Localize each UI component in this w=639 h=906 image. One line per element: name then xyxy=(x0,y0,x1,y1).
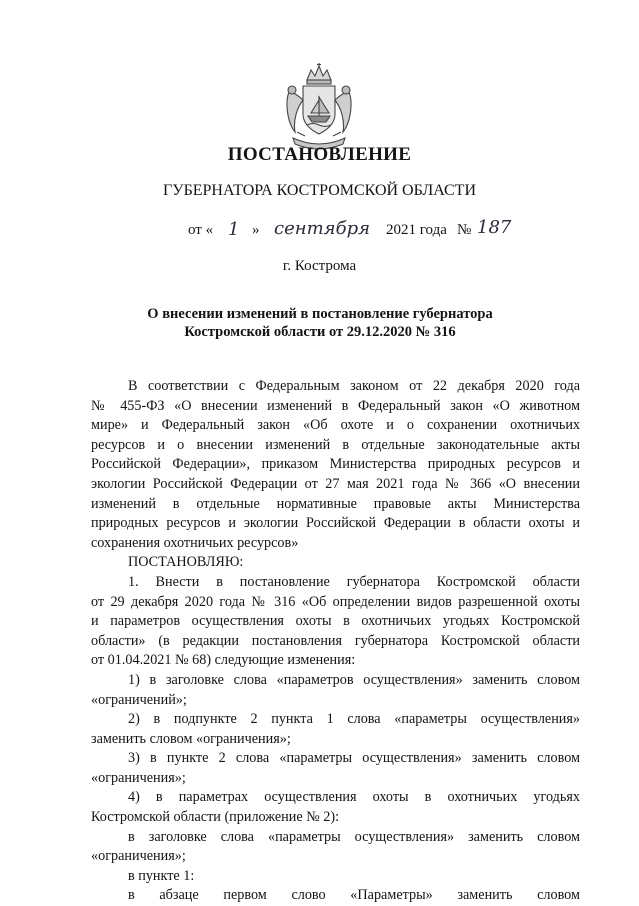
body-line: от 01.04.2021 № 68) следующие изменения: xyxy=(91,652,356,669)
date-quote-close: » xyxy=(252,222,260,238)
body-line: ПОСТАНОВЛЯЮ: xyxy=(128,554,244,571)
heading-line-2: Костромской области от 29.12.2020 № 316 xyxy=(184,324,456,340)
body-line: мире» и Федеральный закон «Об охоте и о сохранении охотничьих xyxy=(91,417,580,434)
body-line: Костромской области (приложение № 2): xyxy=(91,809,340,826)
document-city: г. Кострома xyxy=(282,258,357,274)
body-line: 1) в заголовке слова «параметров осуществления» заменить словом xyxy=(128,671,580,688)
body-line: 2) в подпункте 2 пункта 1 слова «параметры осуществления» xyxy=(128,711,580,728)
body-line: в пункте 1: xyxy=(128,867,195,884)
body-line: заменить словом «ограничения»; xyxy=(91,730,291,747)
date-day-handwritten: 1 xyxy=(228,219,240,240)
body-line: сохранения охотничьих ресурсов» xyxy=(91,534,299,551)
heading-line-1: О внесении изменений в постановление губернатора xyxy=(147,306,493,322)
document-number-handwritten: 187 xyxy=(477,217,512,238)
document-subtitle: ГУБЕРНАТОРА КОСТРОМСКОЙ ОБЛАСТИ xyxy=(162,182,476,199)
body-line: В соответствии с Федеральным законом от 22 декабря 2020 года xyxy=(128,378,580,394)
body-line: экологии Российской Федерации от 27 мая 2021 года № 366 «О внесении xyxy=(91,475,580,492)
body-line: в заголовке слова «параметры осуществления» заменить словом xyxy=(128,828,580,845)
body-line: 1. Внести в постановление губернатора Костромской области xyxy=(128,573,580,590)
date-line xyxy=(188,217,528,246)
number-sign: № xyxy=(457,222,472,238)
coat-of-arms-emblem xyxy=(283,62,355,150)
body-line: Российской Федерации», приказом Министерства природных ресурсов и xyxy=(91,456,580,473)
body-line: от 29 декабря 2020 года № 316 «Об определении видов разрешенной охоты xyxy=(91,593,580,610)
body-line: «ограничения»; xyxy=(91,848,186,865)
document-title: ПОСТАНОВЛЕНИЕ xyxy=(227,144,412,165)
body-line: области» (в редакции постановления губернатора Костромской области xyxy=(91,632,580,649)
body-line: «ограничения»; xyxy=(91,769,186,786)
date-prefix: от « xyxy=(188,222,214,238)
body-line: ресурсов и о внесении изменений в отдельные законодательные акты xyxy=(91,436,580,453)
body-line: и параметров осуществления охоты в охотничьих угодьях Костромской xyxy=(91,613,580,630)
document-body xyxy=(91,377,580,906)
body-line: «ограничений»; xyxy=(91,691,187,708)
body-line: 4) в параметрах осуществления охоты в охотничьих угодьях xyxy=(128,789,580,806)
body-line: 3) в пункте 2 слова «параметры осуществления» заменить словом xyxy=(128,750,580,767)
body-line: природных ресурсов и экологии Российской Федерации в области охоты и xyxy=(91,515,580,532)
body-line: № 455-ФЗ «О внесении изменений в Федеральный закон «О животном xyxy=(91,397,580,414)
date-month-handwritten: сентября xyxy=(274,218,371,239)
document-heading xyxy=(60,305,580,341)
date-year: 2021 года xyxy=(386,222,447,238)
body-line: изменений в отдельные нормативные правовые акты Министерства xyxy=(91,495,580,512)
body-line: в абзаце первом слово «Параметры» заменить словом xyxy=(128,887,580,904)
